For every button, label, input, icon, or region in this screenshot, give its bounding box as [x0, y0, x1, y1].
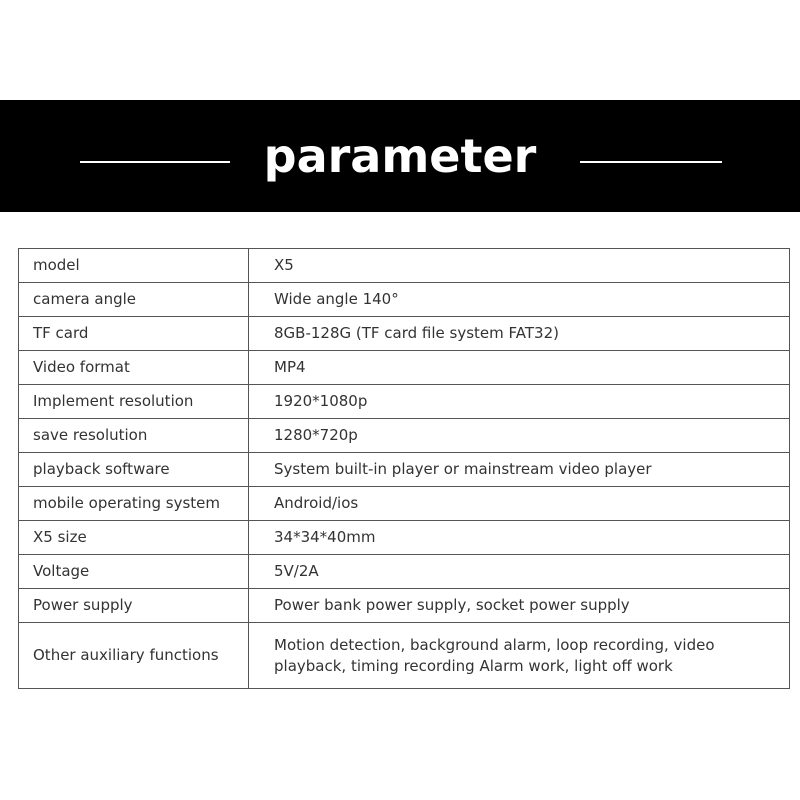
param-label-voltage: Voltage: [19, 555, 249, 589]
param-value-other-functions: Motion detection, background alarm, loop recording, video playback, timing recording Alarm work, light off work: [249, 623, 790, 689]
param-label-video-format: Video format: [19, 351, 249, 385]
param-value-playback-software: System built-in player or mainstream video player: [249, 453, 790, 487]
param-value-video-format: MP4: [249, 351, 790, 385]
param-label-tf-card: TF card: [19, 317, 249, 351]
param-value-tf-card: 8GB-128G (TF card file system FAT32): [249, 317, 790, 351]
param-label-other-functions: Other auxiliary functions: [19, 623, 249, 689]
table-row: [19, 249, 790, 283]
param-label-power-supply: Power supply: [19, 589, 249, 623]
table-row: [19, 521, 790, 555]
param-label-size: X5 size: [19, 521, 249, 555]
table-row: [19, 385, 790, 419]
param-label-playback-software: playback software: [19, 453, 249, 487]
param-value-camera-angle: Wide angle 140°: [249, 283, 790, 317]
table-row: [19, 487, 790, 521]
param-value-save-resolution: 1280*720p: [249, 419, 790, 453]
table-row: [19, 623, 790, 689]
table-row: [19, 283, 790, 317]
table-row: [19, 453, 790, 487]
param-value-mobile-os: Android/ios: [249, 487, 790, 521]
parameter-table: [18, 248, 790, 689]
param-value-power-supply: Power bank power supply, socket power supply: [249, 589, 790, 623]
banner-right-rule: [580, 161, 722, 163]
table-row: [19, 589, 790, 623]
param-label-mobile-os: mobile operating system: [19, 487, 249, 521]
param-label-implement-resolution: Implement resolution: [19, 385, 249, 419]
param-label-camera-angle: camera angle: [19, 283, 249, 317]
table-row: [19, 317, 790, 351]
table-row: [19, 555, 790, 589]
banner-title: parameter: [263, 129, 537, 183]
param-value-voltage: 5V/2A: [249, 555, 790, 589]
table-row: [19, 419, 790, 453]
param-label-model: model: [19, 249, 249, 283]
param-value-size: 34*34*40mm: [249, 521, 790, 555]
param-label-save-resolution: save resolution: [19, 419, 249, 453]
param-value-implement-resolution: 1920*1080p: [249, 385, 790, 419]
param-value-model: X5: [249, 249, 790, 283]
parameter-banner: [0, 100, 800, 212]
table-row: [19, 351, 790, 385]
